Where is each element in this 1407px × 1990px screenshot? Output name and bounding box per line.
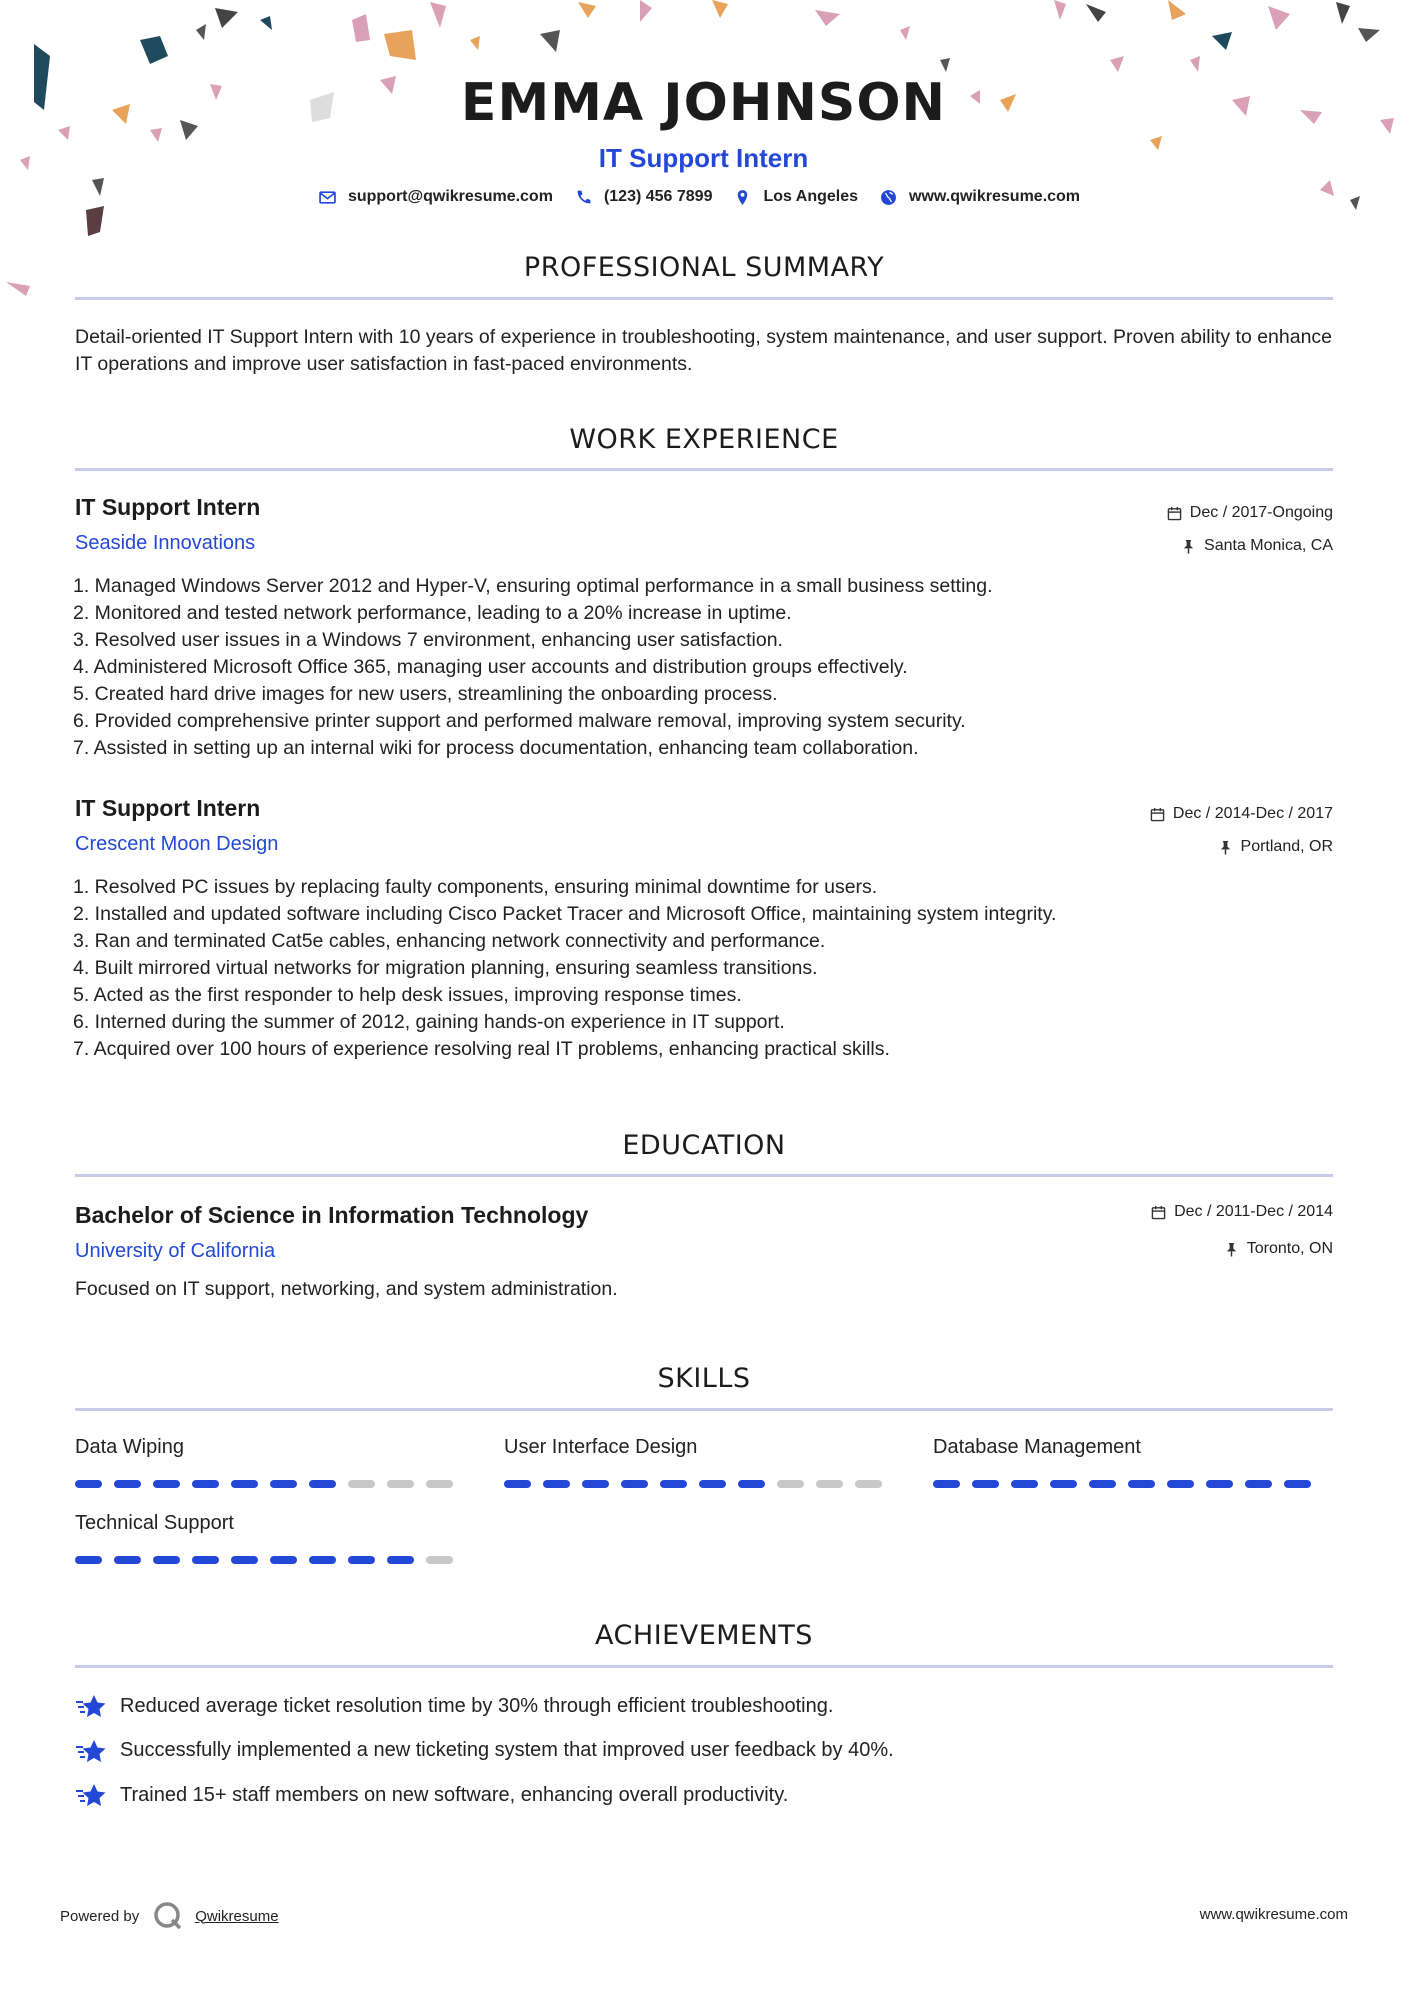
section-title-education: EDUCATION	[622, 1130, 786, 1161]
footer-url[interactable]: www.qwikresume.com	[1199, 1906, 1348, 1923]
achievement-text: Reduced average ticket resolution time by 30% through efficient troubleshooting.	[120, 1694, 834, 1717]
skill-segment-filled	[231, 1556, 258, 1564]
globe-icon	[880, 189, 897, 206]
job-bullet: 6. Provided comprehensive printer support and performed malware removal, improving system security.	[73, 710, 966, 732]
degree-title: Bachelor of Science in Information Technology	[75, 1202, 589, 1228]
contact-location	[734, 188, 858, 206]
skill-name: User Interface Design	[504, 1436, 698, 1458]
skill-segment-empty	[426, 1480, 453, 1488]
skill-segment-filled	[153, 1556, 180, 1564]
job-location	[1181, 537, 1333, 555]
skill-segment-empty	[426, 1556, 453, 1564]
job-bullet: 2. Monitored and tested network performance, leading to a 20% increase in uptime.	[73, 602, 792, 624]
contact-phone[interactable]	[575, 188, 713, 206]
job-dates	[1150, 805, 1333, 823]
calendar-icon	[1150, 807, 1165, 822]
section-divider	[75, 468, 1333, 471]
job-bullet: 2. Installed and updated software including Cisco Packet Tracer and Microsoft Office, maintaining system integrity.	[73, 903, 1057, 925]
skill-segment-filled	[153, 1480, 180, 1488]
job-dates	[1167, 504, 1333, 522]
job-location-text: Portland, OR	[1240, 838, 1333, 855]
section-title-experience: WORK EXPERIENCE	[569, 424, 839, 455]
job-bullet: 3. Resolved user issues in a Windows 7 environment, enhancing user satisfaction.	[73, 629, 783, 651]
skill-segment-empty	[855, 1480, 882, 1488]
contact-bar	[0, 188, 1407, 206]
brand-link[interactable]: Qwikresume	[195, 1907, 279, 1925]
footer-powered-by	[60, 1901, 279, 1931]
job-bullet: 4. Administered Microsoft Office 365, managing user accounts and distribution groups effectively.	[73, 656, 908, 678]
achievements-list	[75, 1684, 1335, 1818]
skill-segment-filled	[660, 1480, 687, 1488]
job-bullet: 4. Built mirrored virtual networks for migration planning, ensuring seamless transitions.	[73, 957, 818, 979]
skill-segment-filled	[192, 1480, 219, 1488]
skill-segment-filled	[1284, 1480, 1311, 1488]
job-bullet: 5. Acted as the first responder to help desk issues, improving response times.	[73, 984, 742, 1006]
education-location	[1224, 1240, 1333, 1258]
job-bullet: 7. Acquired over 100 hours of experience resolving real IT problems, enhancing practical skills.	[73, 1038, 890, 1060]
phone-icon	[575, 189, 592, 206]
job-dates-text: Dec / 2014-Dec / 2017	[1172, 805, 1333, 822]
skill-name: Database Management	[933, 1436, 1141, 1458]
skill-segment-filled	[309, 1480, 336, 1488]
section-divider	[75, 1665, 1333, 1668]
skill-segment-filled	[1128, 1480, 1155, 1488]
candidate-name: EMMA JOHNSON	[460, 73, 947, 133]
company-name: Seaside Innovations	[75, 532, 256, 554]
skill-segment-filled	[75, 1480, 102, 1488]
map-pin-icon	[734, 189, 751, 206]
skill-segment-filled	[621, 1480, 648, 1488]
skill-segment-empty	[387, 1480, 414, 1488]
job-bullet: 7. Assisted in setting up an internal wiki for process documentation, enhancing team collaboration.	[73, 737, 919, 759]
achievement-item	[75, 1684, 1335, 1729]
website-text: www.qwikresume.com	[909, 188, 1081, 205]
job-dates-text: Dec / 2017-Ongoing	[1189, 504, 1333, 521]
pushpin-icon	[1181, 539, 1196, 554]
education-location-text: Toronto, ON	[1246, 1240, 1333, 1257]
star-icon	[75, 1781, 107, 1809]
skill-segment-filled	[1167, 1480, 1194, 1488]
school-name: University of California	[75, 1240, 276, 1262]
skill-name: Technical Support	[75, 1512, 234, 1534]
calendar-icon	[1167, 506, 1182, 521]
section-title-summary: PROFESSIONAL SUMMARY	[523, 252, 885, 283]
skill-level-bar	[933, 1480, 1333, 1488]
skill-segment-filled	[387, 1556, 414, 1564]
skill-item	[504, 1434, 904, 1488]
pushpin-icon	[1218, 840, 1233, 855]
section-divider	[75, 1408, 1333, 1411]
skill-level-bar	[75, 1480, 475, 1488]
skill-segment-filled	[114, 1556, 141, 1564]
skill-level-bar	[504, 1480, 904, 1488]
skill-segment-filled	[270, 1480, 297, 1488]
company-name: Crescent Moon Design	[75, 833, 279, 855]
location-text: Los Angeles	[763, 188, 859, 205]
contact-website[interactable]	[880, 188, 1080, 206]
skill-segment-filled	[504, 1480, 531, 1488]
section-title-skills: SKILLS	[657, 1363, 751, 1394]
skill-segment-empty	[348, 1480, 375, 1488]
skill-item	[75, 1510, 475, 1564]
achievement-item	[75, 1729, 1335, 1774]
skill-segment-filled	[738, 1480, 765, 1488]
job-bullet: 6. Interned during the summer of 2012, gaining hands-on experience in IT support.	[73, 1011, 785, 1033]
skill-segment-filled	[1011, 1480, 1038, 1488]
skill-segment-filled	[348, 1556, 375, 1564]
section-divider	[75, 297, 1333, 300]
achievement-item	[75, 1773, 1335, 1818]
powered-by-text: Powered by	[60, 1907, 140, 1925]
envelope-icon	[319, 189, 336, 206]
candidate-title: IT Support Intern	[598, 143, 809, 173]
skill-segment-filled	[309, 1556, 336, 1564]
education-dates	[1151, 1203, 1333, 1221]
job-location-text: Santa Monica, CA	[1204, 537, 1333, 554]
education-dates-text: Dec / 2011-Dec / 2014	[1174, 1203, 1333, 1220]
skill-segment-filled	[1050, 1480, 1077, 1488]
skill-item	[933, 1434, 1333, 1488]
pushpin-icon	[1224, 1242, 1239, 1257]
achievement-text: Successfully implemented a new ticketing system that improved user feedback by 40%.	[120, 1739, 894, 1762]
skill-segment-filled	[933, 1480, 960, 1488]
education-description: Focused on IT support, networking, and system administration.	[75, 1278, 618, 1300]
skill-segment-filled	[1089, 1480, 1116, 1488]
qwikresume-logo-icon	[153, 1901, 183, 1931]
section-divider	[75, 1174, 1333, 1177]
job-bullets	[73, 874, 1333, 1063]
summary-text: Detail-oriented IT Support Intern with 10 years of experience in troubleshooting, system maintenance, and user support. Proven ability to enhance IT operations and improve user satisfaction in fast-paced environments.	[75, 326, 1333, 375]
skill-segment-filled	[972, 1480, 999, 1488]
calendar-icon	[1151, 1205, 1166, 1220]
skill-segment-filled	[582, 1480, 609, 1488]
skill-segment-empty	[816, 1480, 843, 1488]
skill-level-bar	[75, 1556, 475, 1564]
skill-segment-filled	[231, 1480, 258, 1488]
phone-text: (123) 456 7899	[603, 188, 713, 205]
skill-segment-filled	[1206, 1480, 1233, 1488]
skill-segment-filled	[1245, 1480, 1272, 1488]
job-bullet: 3. Ran and terminated Cat5e cables, enhancing network connectivity and performance.	[73, 930, 826, 952]
resume-header	[0, 72, 1407, 174]
job-bullet: 1. Resolved PC issues by replacing faulty components, ensuring minimal downtime for users.	[73, 876, 878, 898]
skill-segment-filled	[75, 1556, 102, 1564]
skill-segment-filled	[543, 1480, 570, 1488]
email-text: support@qwikresume.com	[347, 188, 553, 205]
job-bullet: 5. Created hard drive images for new users, streamlining the onboarding process.	[73, 683, 778, 705]
section-title-achievements: ACHIEVEMENTS	[595, 1620, 813, 1651]
skill-segment-filled	[192, 1556, 219, 1564]
skill-segment-filled	[699, 1480, 726, 1488]
skill-item	[75, 1434, 475, 1488]
skill-segment-filled	[270, 1556, 297, 1564]
contact-email[interactable]	[319, 188, 553, 206]
skill-name: Data Wiping	[75, 1436, 184, 1458]
skill-segment-empty	[777, 1480, 804, 1488]
job-title: IT Support Intern	[75, 494, 261, 520]
job-location	[1218, 838, 1333, 856]
skill-segment-filled	[114, 1480, 141, 1488]
job-bullet: 1. Managed Windows Server 2012 and Hyper-V, ensuring optimal performance in a small business setting.	[73, 575, 993, 597]
star-icon	[75, 1737, 107, 1765]
job-bullets	[73, 573, 1333, 762]
star-icon	[75, 1692, 107, 1720]
achievement-text: Trained 15+ staff members on new software, enhancing overall productivity.	[120, 1783, 789, 1806]
job-title: IT Support Intern	[75, 795, 261, 821]
